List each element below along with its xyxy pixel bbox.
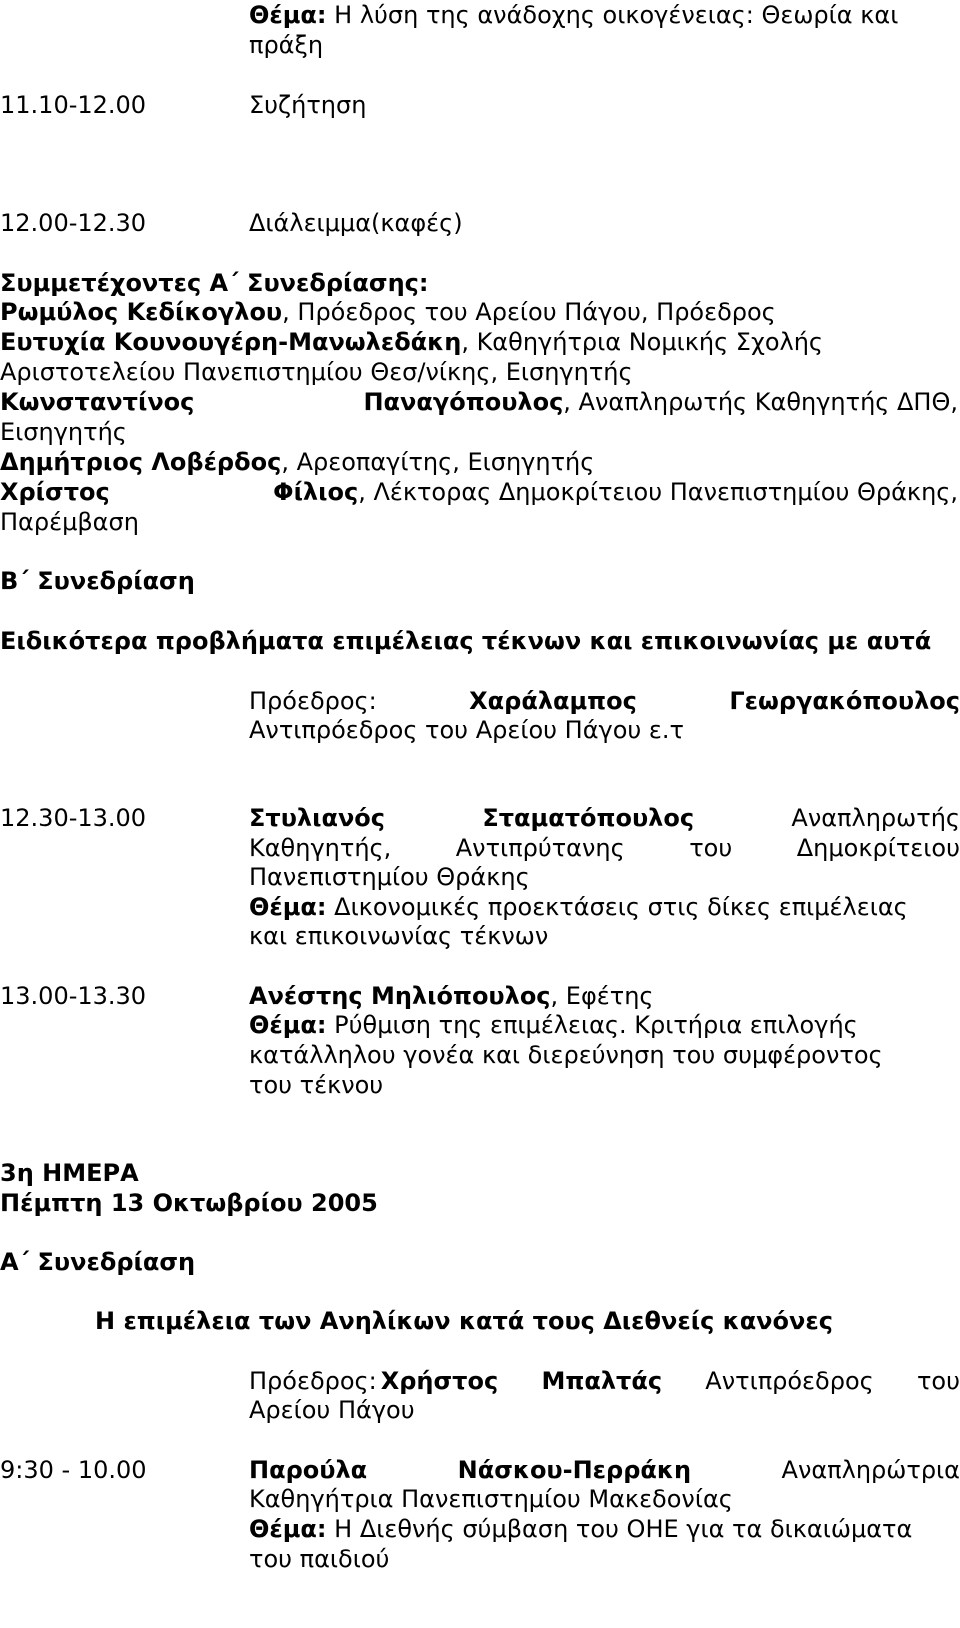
speaker-1-topic-cont: και επικοινωνίας τέκνων bbox=[249, 922, 549, 950]
topic-text: Η λύση της ανάδοχης οικογένειας: Θεωρία και bbox=[326, 1, 899, 29]
participant-3 bbox=[0, 387, 958, 417]
speaker-role: , Εφέτης bbox=[550, 982, 654, 1010]
participant-name: Ευτυχία Κουνουγέρη-Μανωλεδάκη bbox=[0, 328, 462, 356]
participant-5-role: Παρέμβαση bbox=[0, 508, 139, 536]
topic-label: Θέμα: bbox=[249, 1515, 327, 1543]
session-b-chair bbox=[249, 686, 960, 716]
participant-role: , Αναπληρωτής Καθηγητής ΔΠΘ, bbox=[563, 388, 958, 416]
participant-2 bbox=[0, 327, 958, 357]
participants-heading: Συμμετέχοντες Α΄ Συνεδρίασης: bbox=[0, 269, 429, 297]
day3-speaker-1-topic-cont: του παιδιού bbox=[249, 1545, 390, 1573]
session-b-heading: Β΄ Συνεδρίαση bbox=[0, 567, 195, 595]
topic-label: Θέμα: bbox=[249, 1, 327, 29]
participant-last-name: Παναγόπουλος bbox=[363, 388, 564, 416]
chair-last-name: Μπαλτάς bbox=[541, 1367, 663, 1395]
day3-speaker-1-role: Καθηγήτρια Πανεπιστημίου Μακεδονίας bbox=[249, 1485, 733, 1513]
speaker-first-name: Παρούλα bbox=[249, 1456, 368, 1484]
session-b-chair-role: Αντιπρόεδρος του Αρείου Πάγου ε.τ bbox=[249, 716, 684, 744]
topic-text: Δικονομικές προεκτάσεις στις δίκες επιμέλειας bbox=[326, 893, 908, 921]
participant-name: Ρωμύλος Κεδίκογλου bbox=[0, 298, 283, 326]
speaker-last-name: Νάσκου-Περράκη bbox=[457, 1456, 692, 1484]
participant-role: , Αρεοπαγίτης, Εισηγητής bbox=[281, 448, 595, 476]
speaker-1-role-cont: Πανεπιστημίου Θράκης bbox=[249, 863, 530, 891]
participant-1 bbox=[0, 297, 958, 327]
participant-first-name: Χρίστος bbox=[0, 478, 110, 506]
break-label: Διάλειμμα(καφές) bbox=[249, 209, 463, 237]
day3-session-heading: Α΄ Συνεδρίαση bbox=[0, 1248, 196, 1276]
participant-last-name: Φίλιος bbox=[273, 478, 359, 506]
participant-role: , Λέκτορας Δημοκρίτειου Πανεπιστημίου Θράκης, bbox=[358, 478, 958, 506]
speaker-2-topic-cont: κατάλληλου γονέα και διερεύνηση του συμφέροντος bbox=[249, 1041, 883, 1069]
session-b-title: Ειδικότερα προβλήματα επιμέλειας τέκνων και επικοινωνίας με αυτά bbox=[0, 627, 932, 655]
day3-session-title: Η επιμέλεια των Ανηλίκων κατά τους Διεθνείς κανόνες bbox=[95, 1307, 833, 1335]
participant-role: , Πρόεδρος του Αρείου Πάγου, Πρόεδρος bbox=[282, 298, 776, 326]
role-word: Δημοκρίτειου bbox=[796, 834, 960, 862]
participant-2-role: Αριστοτελείου Πανεπιστημίου Θεσ/νίκης, Εισηγητής bbox=[0, 358, 633, 386]
role-word: Καθηγητής, bbox=[249, 834, 392, 862]
time-slot: 12.00-12.30 bbox=[0, 209, 147, 237]
day3-date: Πέμπτη 13 Οκτωβρίου 2005 bbox=[0, 1189, 378, 1217]
speaker-last-name: Σταματόπουλος bbox=[482, 804, 695, 832]
participant-3-role: Εισηγητής bbox=[0, 418, 127, 446]
chair-label: Πρόεδρος: bbox=[249, 1367, 377, 1395]
time-slot: 9:30 - 10.00 bbox=[0, 1456, 147, 1484]
day3-chair bbox=[249, 1366, 960, 1396]
speaker-name: Ανέστης Μηλιόπουλος bbox=[249, 982, 551, 1010]
participant-4 bbox=[0, 447, 958, 477]
chair-label: Πρόεδρος: bbox=[249, 687, 377, 715]
chair-role: Αντιπρόεδρος bbox=[705, 1367, 874, 1395]
topic-line bbox=[249, 0, 960, 30]
speaker-role: Αναπληρωτής bbox=[791, 804, 960, 832]
speaker-1-topic bbox=[249, 892, 960, 922]
day3-speaker-1-topic bbox=[249, 1514, 960, 1544]
chair-first-name: Χαράλαμπος bbox=[469, 687, 637, 715]
time-slot: 13.00-13.30 bbox=[0, 982, 147, 1010]
topic-line-cont: πράξη bbox=[249, 31, 324, 59]
chair-role: του bbox=[916, 1367, 960, 1395]
speaker-first-name: Στυλιανός bbox=[249, 804, 386, 832]
participant-first-name: Κωνσταντίνος bbox=[0, 388, 195, 416]
speaker-1-role bbox=[249, 833, 960, 863]
topic-label: Θέμα: bbox=[249, 893, 327, 921]
participant-role: , Καθηγήτρια Νομικής Σχολής bbox=[461, 328, 823, 356]
speaker-1 bbox=[249, 803, 960, 833]
speaker-role: Αναπληρώτρια bbox=[781, 1456, 960, 1484]
role-word: Αντιπρύτανης bbox=[455, 834, 625, 862]
speaker-2-topic-cont: του τέκνου bbox=[249, 1071, 384, 1099]
participant-name: Δημήτριος Λοβέρδος bbox=[0, 448, 282, 476]
day3-chair-role: Αρείου Πάγου bbox=[249, 1396, 415, 1424]
topic-label: Θέμα: bbox=[249, 1011, 327, 1039]
time-slot: 11.10-12.00 bbox=[0, 91, 147, 119]
speaker-2-topic bbox=[249, 1010, 960, 1040]
role-word: του bbox=[689, 834, 733, 862]
topic-text: Η Διεθνής σύμβαση του ΟΗΕ για τα δικαιώματα bbox=[326, 1515, 913, 1543]
speaker-2 bbox=[249, 981, 960, 1011]
time-slot: 12.30-13.00 bbox=[0, 804, 147, 832]
participant-5 bbox=[0, 477, 958, 507]
topic-text: Ρύθμιση της επιμέλειας. Κριτήρια επιλογής bbox=[326, 1011, 858, 1039]
day3-speaker-1 bbox=[249, 1455, 960, 1485]
chair-first-name: Χρήστος bbox=[380, 1367, 499, 1395]
chair-last-name: Γεωργακόπουλος bbox=[729, 687, 960, 715]
discussion-label: Συζήτηση bbox=[249, 91, 367, 119]
day3-heading: 3η ΗΜΕΡΑ bbox=[0, 1159, 139, 1187]
